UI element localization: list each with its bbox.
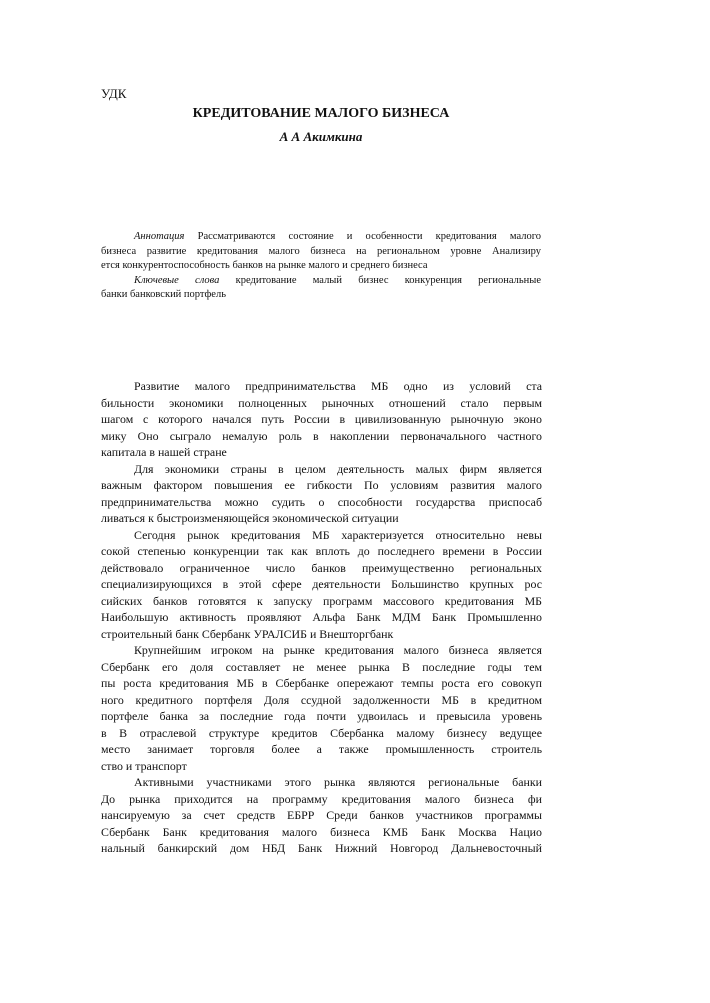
body-line: Сбербанк Банк кредитования малого бизнеса КМБ Банк Москва Нацио	[101, 824, 542, 839]
body-line: До рынка приходится на программу кредитования малого бизнеса фи	[101, 791, 542, 806]
body-line: действовало ограниченное число банков преимущественно региональных	[101, 560, 542, 575]
body-line: Развитие малого предпринимательства МБ одно из условий ста	[134, 379, 542, 393]
body-line: Активными участниками этого рынка являются региональные банки	[134, 775, 542, 789]
body-line: в В отраслевой структуре кредитов Сбербанка малому бизнесу ведущее	[101, 725, 542, 740]
body-line: строительный банк Сбербанк УРАЛСИБ и Внешторгбанк	[101, 626, 394, 641]
body-line: Для экономики страны в целом деятельность малых фирм является	[134, 461, 542, 476]
keywords-line	[101, 274, 541, 289]
body-line: капитала в нашей стране	[101, 445, 227, 459]
body-line: сокой степенью конкуренции так как вплоть до последнего времени в России	[101, 544, 542, 558]
body-line: сийских банков готовятся к запуску программ массового кредитования МБ	[101, 593, 542, 608]
keywords-label: Ключевые слова	[134, 274, 220, 286]
abstract-line: бизнеса развитие кредитования малого бизнеса на региональном уровне Анализиру	[101, 245, 541, 257]
author-name: А А Акимкина	[279, 129, 363, 144]
body-line: нансируемую за счет средств ЕБРР Среди банков участников программы	[101, 808, 542, 822]
paper-title: КРЕДИТОВАНИЕ МАЛОГО БИЗНЕСА	[192, 106, 450, 121]
body-line: место занимает торговля более а также промышленность строитель	[101, 742, 542, 756]
abstract-text: Рассматриваются состояние и особенности кредитования малого	[197, 231, 541, 242]
body-line: Наибольшую активность проявляют Альфа Банк МДМ Банк Промышленно	[101, 610, 542, 624]
body-line: специализирующихся в этой сфере деятельности Большинство крупных рос	[101, 577, 542, 591]
abstract-block	[101, 230, 541, 303]
body-line: мику Оно сыграло немалую роль в накоплении первоначального частного	[101, 428, 542, 443]
body-line: пы роста кредитования МБ в Сбербанке опережают темпы роста его совокуп	[101, 676, 542, 690]
keywords-line: банки банковский портфель	[101, 289, 226, 300]
body-line: ство и транспорт	[101, 758, 187, 773]
body-line: ливаться к быстроизменяющейся экономической ситуации	[101, 511, 399, 525]
body-line: нальный банкирский дом НБД Банк Нижний Новгород Дальневосточный	[101, 841, 542, 855]
body-line: важным фактором повышения ее гибкости По условиям развития малого	[101, 478, 542, 492]
body-line: портфеле банка за последние года почти удвоилась и превысила уровень	[101, 709, 542, 723]
body-line: шагом с которого начался путь России в цивилизованную рыночную эконо	[101, 412, 542, 426]
body-line: Крупнейшим игроком на рынке кредитования малого бизнеса является	[134, 643, 542, 657]
udk-label: УДК	[101, 86, 127, 101]
abstract-line: ется конкурентоспособность банков на рынке малого и среднего бизнеса	[101, 260, 428, 271]
keywords-text: кредитование малый бизнес конкуренция региональные	[235, 274, 541, 286]
body-line: бильности экономики полноценных рыночных отношений стало первым	[101, 395, 542, 410]
body-text	[101, 378, 542, 857]
abstract-line	[101, 230, 541, 245]
abstract-label: Аннотация	[134, 231, 185, 242]
body-line: предпринимательства можно судить о способности государства приспосаб	[101, 494, 542, 509]
body-line: Сегодня рынок кредитования МБ характеризуется относительно невы	[134, 527, 542, 542]
body-line: Сбербанк его доля составляет не менее рынка В последние годы тем	[101, 659, 542, 674]
body-line: ного кредитного портфеля Доля ссудной задолженности МБ в кредитном	[101, 692, 542, 707]
